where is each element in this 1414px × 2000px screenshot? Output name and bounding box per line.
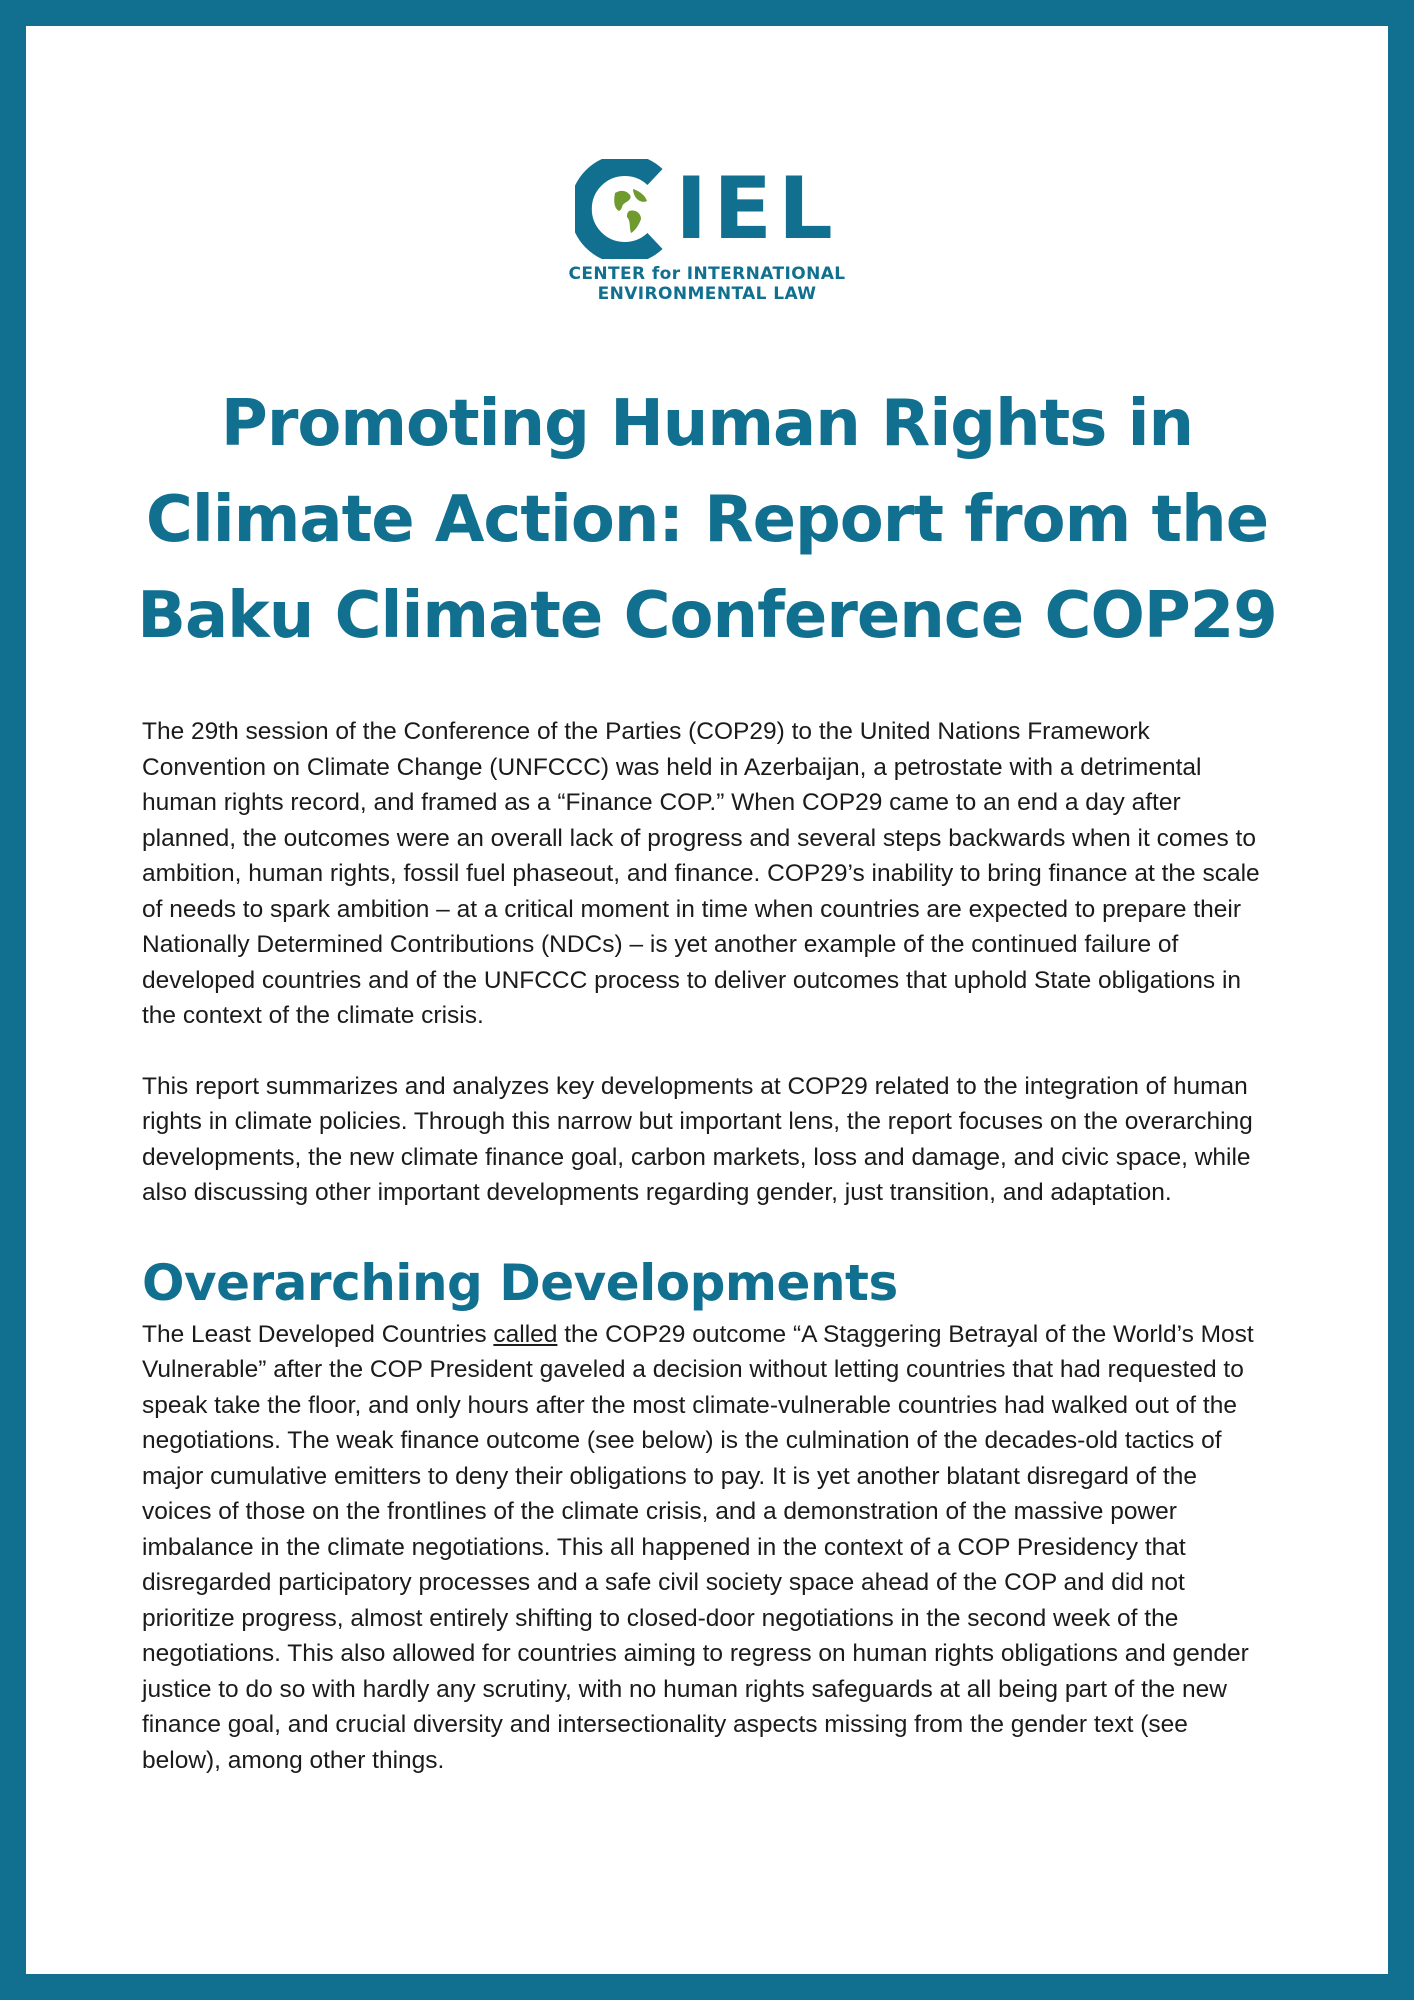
section-paragraph-overarching bbox=[142, 1317, 1272, 1779]
document-title: Promoting Human Rights in Climate Action: Report from the Baku Climate Conference COP29 bbox=[137, 387, 1277, 653]
logo-wordmark: IEL bbox=[675, 159, 839, 259]
intro-paragraph-1: The 29th session of the Conference of the Parties (COP29) to the United Nations Framework Convention on Climate Change (UNFCCC) was held in Azerbaijan, a petrostate with a detrimental human rights record, and framed as a “Finance COP.” When COP29 came to an end a day after planned, the outcomes were an overall lack of progress and several steps backwards when it comes to ambition, human rights, fossil fuel phaseout, and finance. COP29’s inability to bring finance at the scale of needs to spark ambition – at a critical moment in time when countries are expected to prepare their Nationally Determined Contributions (NDCs) – is yet another example of the continued failure of developed countries and of the UNFCCC process to deliver outcomes that uphold State obligations in the context of the climate crisis. bbox=[142, 718, 1260, 1029]
paragraph-text-start: The Least Developed Countries bbox=[142, 1320, 494, 1348]
logo-subtitle bbox=[26, 264, 1388, 304]
ciel-logo bbox=[26, 154, 1388, 334]
logo-subtitle-line1: CENTER for INTERNATIONAL bbox=[568, 264, 846, 284]
document-body bbox=[142, 714, 1272, 1778]
logo-mark bbox=[575, 154, 839, 264]
section-heading-overarching: Overarching Developments bbox=[142, 1253, 898, 1312]
globe-icon bbox=[575, 159, 671, 259]
intro-paragraph-2: This report summarizes and analyzes key developments at COP29 related to the integration of human rights in climate policies. Through this narrow but important lens, the report focuses on the overarching developments, the new climate finance goal, carbon markets, loss and damage, and civic space, while also discussing other important developments regarding gender, just transition, and adaptation. bbox=[142, 1072, 1253, 1206]
paragraph-text-rest: the COP29 outcome “A Staggering Betrayal of the World’s Most Vulnerable” after the COP President gaveled a decision without letting countries that had requested to speak take the floor, and only hours after the most climate-vulnerable countries had walked out of the negotiations. The weak finance outcome (see below) is the culmination of the decades-old tactics of major cumulative emitters to deny their obligations to pay. It is yet another blatant disregard of the voices of those on the frontlines of the climate crisis, and a demonstration of the massive power imbalance in the climate negotiations. This all happened in the context of a COP Presidency that disregarded participatory processes and a safe civil society space ahead of the COP and did not prioritize progress, almost entirely shifting to closed-door negotiations in the second week of the negotiations. This also allowed for countries aiming to regress on human rights obligations and gender justice to do so with hardly any scrutiny, with no human rights safeguards at all being part of the new finance goal, and crucial diversity and intersectionality aspects missing from the gender text (see below), among other things. bbox=[142, 1320, 1254, 1774]
called-link[interactable]: called bbox=[493, 1320, 558, 1348]
logo-subtitle-line2: ENVIRONMENTAL LAW bbox=[597, 284, 817, 304]
